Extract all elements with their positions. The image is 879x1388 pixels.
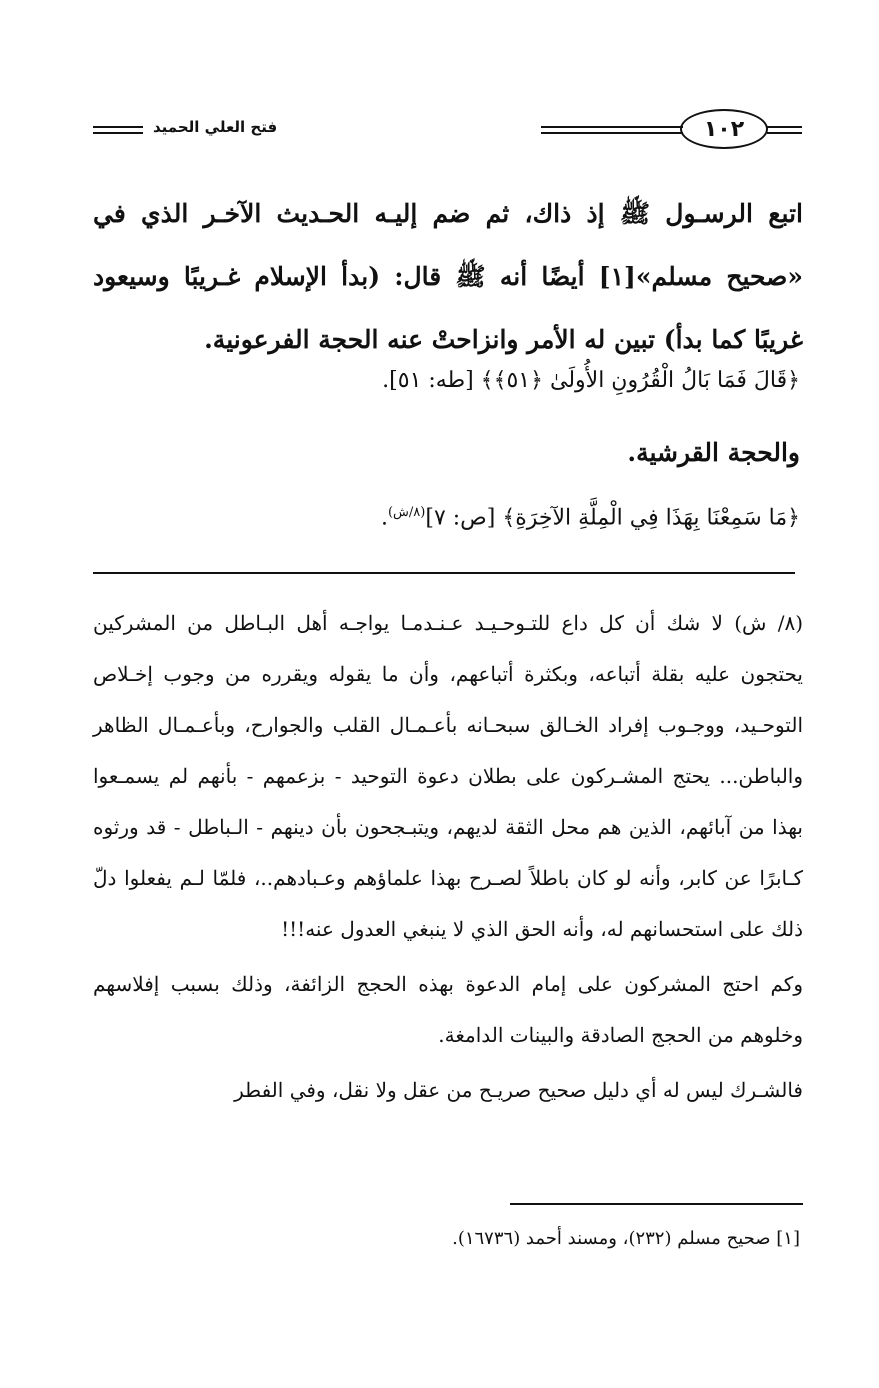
section-heading: والحجة القرشية. [627,438,800,467]
page-header [0,108,879,158]
note-marker: (٨/ش) [387,505,426,520]
verse-period: . [380,505,388,531]
header-rule [93,126,143,128]
header-rule [767,126,802,128]
notes-separator [93,572,795,574]
footnote: [١] صحيح مسلم (٢٣٢)، ومسند أحمد (١٦٧٣٦). [452,1228,800,1249]
footnote-separator [510,1203,803,1205]
header-rule [541,132,683,134]
commentary-paragraph: (٨/ ش) لا شك أن كل داع للتـوحـيـد عـنـدمـا يواجـه أهل البـاطل من المشركين يحتجون عليه بقلة أتباعه، وبكثرة أتباعهم، وأن ما يقوله ويقرره من وجوب إخـلاص التوحـيد، ووجـوب إفراد الخـالق سبحـانه بأعـمـال القلب والجوارح، وبأعـمـال الظاهر والباطن... يحتج المشـركون على بطلان دعوة التوحيد - بزعمهم - بأنهم لم يسمـعوا بهذا من آبائهم، الذين هم محل الثقة لديهم، ويتبـجحون بأن دينهم - الـباطل - قد ورثوه كـابرًا عن كابر، وأنه لو كان باطلاً لصـرح بهذا علماؤهم وعـبادهم..، فلمّا لـم يفعلوا دلّ ذلك على استحسانهم له، وأنه الحق الذي لا ينبغي العدول عنه!!! [93,611,804,941]
commentary-paragraph: فالشـرك ليس له أي دليل صحيح صريـح من عقل ولا نقل، وفي الفطر [234,1078,803,1102]
quran-verse: ﴿قَالَ فَمَا بَالُ الْقُرُونِ الأُولَىٰ ﴿٥١﴾﴾ [طه: ٥١]. [382,368,800,393]
main-paragraph: اتبع الرسـول ﷺ إذ ذاك، ثم ضم إليـه الحـديث الآخـر الذي في «صحيح مسلم»[١] أيضًا أنه ﷺ قال: (بدأ الإسلام غـريبًا وسيعود غريبًا كما بدأ) تبين له الأمر وانزاحتْ عنه الحجة الفرعونية. [93,199,803,354]
main-text [93,182,803,371]
page-number-text: ١٠٢ [703,116,745,142]
commentary [93,598,803,1116]
quran-verse [381,505,800,530]
header-rule [93,132,143,134]
commentary-paragraph: وكم احتج المشركون على إمام الدعوة بهذه الحجج الزائفة، وذلك بسبب إفلاسهم وخلوهم من الحجج الصادقة والبينات الدامغة. [93,972,803,1047]
book-title: فتح العلي الحميد [153,118,278,136]
header-rule [541,126,683,128]
header-rule [767,132,802,134]
verse-text: ﴿مَا سَمِعْنَا بِهَذَا فِي الْمِلَّةِ الآخِرَةِ﴾ [ص: ٧] [425,505,800,531]
page-number [680,109,768,149]
